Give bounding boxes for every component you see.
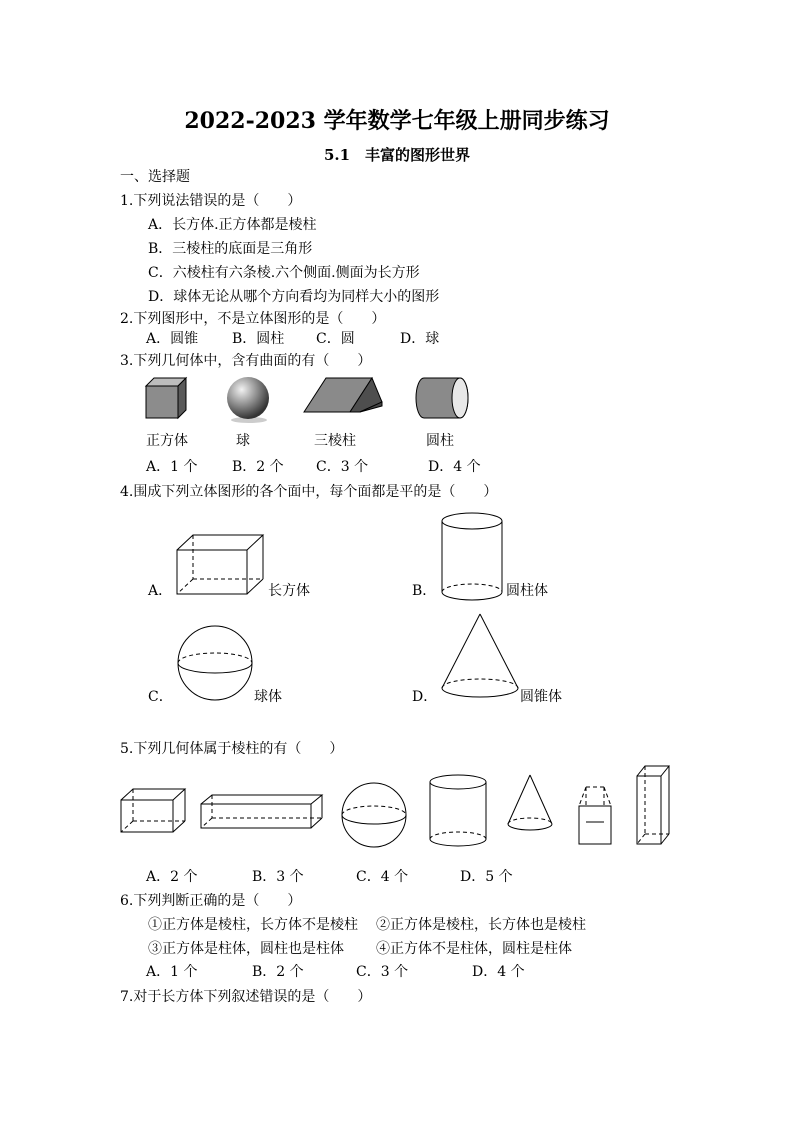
statement-1: ①正方体是棱柱，长方体不是棱柱 bbox=[148, 917, 358, 933]
cone-wire-figure bbox=[440, 612, 520, 702]
option-b: B．三棱柱的底面是三角形 bbox=[148, 241, 313, 257]
option-d: D．5 个 bbox=[460, 869, 513, 885]
solid-figure-cylinder bbox=[428, 774, 488, 848]
figure-label-cube: 正方体 bbox=[146, 433, 188, 449]
option-b-name: 圆柱体 bbox=[506, 583, 548, 599]
question-stem: 4.围成下列立体图形的各个面中，每个面都是平的是（ ） bbox=[120, 484, 498, 500]
cuboid-wire-figure bbox=[176, 534, 266, 596]
option-c-letter: C． bbox=[148, 689, 173, 705]
solid-figure-sphere bbox=[340, 782, 408, 848]
cube-figure bbox=[144, 376, 188, 420]
statement-3: ③正方体是柱体，圆柱也是柱体 bbox=[148, 941, 344, 957]
option-a: A．1 个 bbox=[146, 964, 198, 980]
page-title: 2022-2023 学年数学七年级上册同步练习 bbox=[184, 108, 610, 134]
question-stem: 5.下列几何体属于棱柱的有（ ） bbox=[120, 741, 344, 757]
figure-label-sphere: 球 bbox=[236, 433, 250, 449]
option-b-letter: B． bbox=[412, 583, 437, 599]
question-stem: 6.下列判断正确的是（ ） bbox=[120, 893, 302, 909]
option-b: B．2 个 bbox=[232, 459, 284, 475]
prism-figure-tall bbox=[636, 764, 670, 846]
triangular-prism-figure bbox=[302, 376, 384, 416]
option-d-letter: D． bbox=[412, 689, 438, 705]
option-c: C．3 个 bbox=[356, 964, 409, 980]
statement-2: ②正方体是棱柱，长方体也是棱柱 bbox=[376, 917, 586, 933]
question-stem: 2.下列图形中，不是立体图形的是（ ） bbox=[120, 311, 386, 327]
question-stem: 7.对于长方体下列叙述错误的是（ ） bbox=[120, 989, 372, 1005]
prism-figure-frustum bbox=[578, 786, 614, 846]
sphere-wire-figure bbox=[176, 624, 254, 702]
option-d-name: 圆锥体 bbox=[520, 689, 562, 705]
sphere-figure bbox=[224, 376, 274, 424]
option-a-letter: A． bbox=[148, 583, 173, 599]
option-b: B．圆柱 bbox=[232, 331, 285, 347]
statement-4: ④正方体不是柱体，圆柱是柱体 bbox=[376, 941, 572, 957]
option-d: D．4 个 bbox=[428, 459, 481, 475]
option-c: C．六棱柱有六条棱.六个侧面.侧面为长方形 bbox=[148, 265, 420, 281]
question-stem: 1.下列说法错误的是（ ） bbox=[120, 193, 302, 209]
prism-figure-cube bbox=[120, 788, 186, 834]
option-a: A．圆锥 bbox=[146, 331, 199, 347]
option-c: C．圆 bbox=[316, 331, 355, 347]
section-heading: 一、选择题 bbox=[120, 169, 190, 185]
option-c-name: 球体 bbox=[254, 689, 282, 705]
option-a: A．长方体.正方体都是棱柱 bbox=[148, 217, 317, 233]
option-d: D．球体无论从哪个方向看均为同样大小的图形 bbox=[148, 289, 440, 305]
solid-figure-cone bbox=[506, 774, 554, 834]
figure-label-prism: 三棱柱 bbox=[314, 433, 356, 449]
cylinder-wire-figure bbox=[440, 512, 504, 602]
figure-label-cylinder: 圆柱 bbox=[426, 433, 454, 449]
cylinder-figure bbox=[414, 376, 470, 420]
question-stem: 3.下列几何体中，含有曲面的有（ ） bbox=[120, 353, 372, 369]
option-a: A．2 个 bbox=[146, 869, 198, 885]
option-a: A．1 个 bbox=[146, 459, 198, 475]
option-c: C．3 个 bbox=[316, 459, 369, 475]
option-b: B．3 个 bbox=[252, 869, 304, 885]
prism-figure-long-cuboid bbox=[200, 794, 324, 830]
option-a-name: 长方体 bbox=[268, 583, 310, 599]
option-c: C．4 个 bbox=[356, 869, 409, 885]
option-d: D．4 个 bbox=[472, 964, 525, 980]
option-d: D．球 bbox=[400, 331, 440, 347]
page-subtitle: 5.1 丰富的图形世界 bbox=[323, 146, 471, 164]
option-b: B．2 个 bbox=[252, 964, 304, 980]
